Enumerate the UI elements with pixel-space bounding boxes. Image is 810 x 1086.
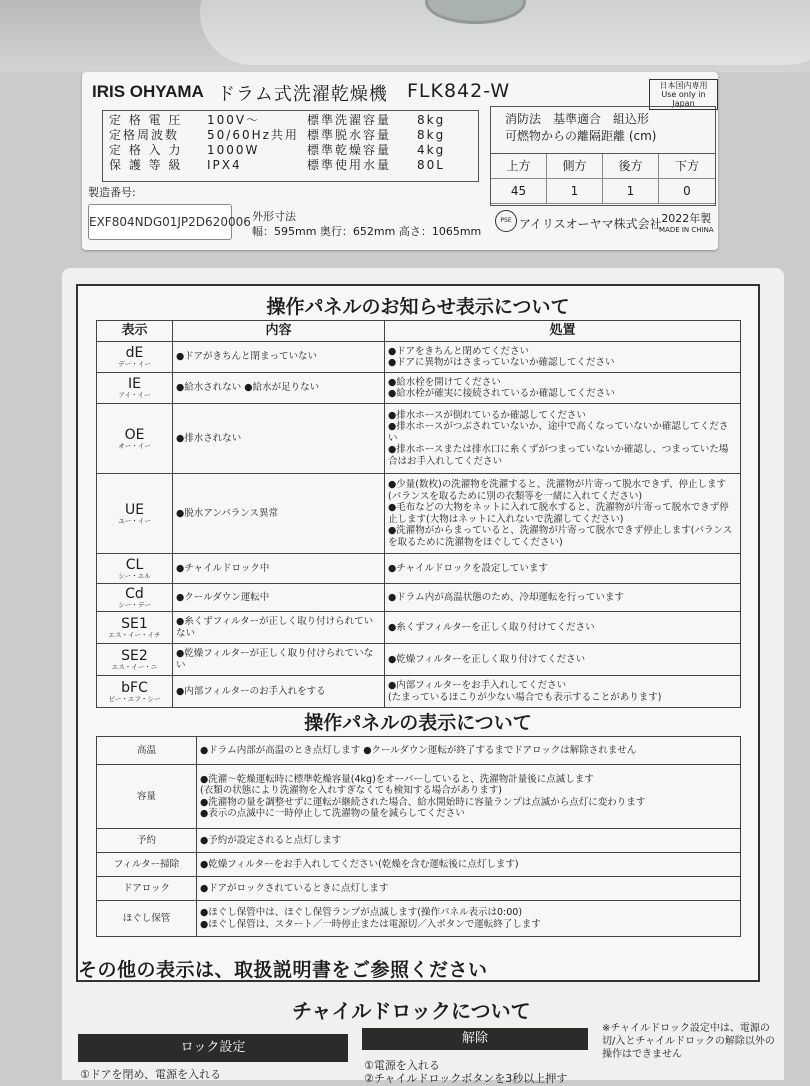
display-label: 高温 — [97, 737, 197, 765]
display-row — [97, 737, 741, 765]
code-text: CL — [125, 556, 144, 573]
code-reading: シー・デー — [118, 600, 151, 609]
notice-table — [96, 320, 741, 708]
notice-content: ●脱水アンバランス異常 — [173, 474, 385, 554]
notice-row — [97, 373, 741, 404]
dimensions-label: 外形寸法 — [252, 210, 296, 223]
release-step-text: ①電源を入れる — [364, 1059, 440, 1072]
display-row — [97, 829, 741, 853]
spec-key: 標準乾燥容量 — [307, 143, 392, 157]
display-label: 容量 — [97, 765, 197, 829]
manufacture-year — [659, 210, 714, 234]
display-section-title: 操作パネルの表示について — [304, 712, 532, 734]
lock-step-text: ①ドアを閉め、電源を入れる — [80, 1068, 222, 1081]
notice-content: ●クールダウン運転中 — [173, 584, 385, 612]
header-action: 処置 — [385, 321, 741, 342]
display-text: ●乾燥フィルターをお手入れしてください(乾燥を含む運転後に点灯します) — [197, 853, 741, 877]
spec-value: 8kg — [417, 113, 446, 127]
fire-value: 45 — [491, 179, 547, 204]
code-reading: オー・イー — [118, 441, 151, 450]
spec-value: 50/60Hz共用 — [207, 128, 299, 142]
spec-row — [103, 113, 478, 128]
header-content: 内容 — [173, 321, 385, 342]
spec-table — [102, 110, 479, 182]
spec-label — [82, 72, 718, 250]
fire-clearance-box — [490, 106, 716, 206]
notice-content: ●糸くずフィルターが正しく取り付けられていない — [173, 612, 385, 644]
notice-row — [97, 474, 741, 554]
fire-title-line: 消防法 基準適合 組込形 — [505, 112, 650, 126]
child-lock-note: ※チャイルドロック設定中は、電源の切/入とチャイルドロックの解除以外の操作はできません — [602, 1023, 775, 1060]
display-row — [97, 877, 741, 901]
fire-value: 1 — [547, 179, 603, 204]
code-text: OE — [124, 426, 145, 443]
notice-row — [97, 676, 741, 708]
notice-action: ●糸くずフィルターを正しく取り付けてください — [385, 612, 741, 644]
notice-row — [97, 554, 741, 584]
spec-key: 標準洗濯容量 — [307, 113, 392, 127]
fire-title-line: 可燃物からの離隔距離 (cm) — [505, 129, 657, 143]
spec-value: 100V〜 — [207, 113, 261, 127]
spec-value: 8kg — [417, 128, 446, 142]
fire-value: 0 — [659, 179, 715, 204]
notice-code — [97, 676, 173, 708]
notice-content: ●チャイルドロック中 — [173, 554, 385, 584]
spec-value: 80L — [417, 158, 445, 172]
spec-key: 定 格 入 力 — [109, 143, 183, 157]
code-reading: シー・エル — [118, 571, 151, 580]
year-text: 2022年製 — [661, 212, 712, 225]
code-reading: デー・イー — [118, 360, 151, 368]
code-text: SE1 — [121, 615, 148, 632]
display-table — [96, 736, 741, 937]
notice-action: ●少量(数枚)の洗濯物を洗濯すると、洗濯物が片寄って脱水できず、停止します(バランスを取るために別の衣類等を一緒に入れてください) ●毛布などの大物をネットに入れて脱水すると、洗濯物が片寄って脱水できず停止します(大物はネットに入れないで洗濯してください) ●洗濯物がからまっていると、洗濯物が片寄って脱水できず停止します(バランスを取るために洗濯物をほぐしてください) — [385, 474, 741, 554]
model-number: FLK842-W — [407, 80, 511, 102]
fire-header: 後方 — [603, 154, 659, 179]
notice-content: ●ドアがきちんと閉まっていない — [173, 342, 385, 373]
display-row — [97, 853, 741, 877]
display-text: ●洗濯〜乾燥運転時に標準乾燥容量(4kg)をオーバーしていると、洗濯物計量後に点滅します (衣類の状態により洗濯物を入れすぎなくても検知する場合があります) ●洗濯物の量を調整せずに運転が継続された場合、給水開始時に容量ランプは点滅から点灯に変わります ●表示の点滅中に一時停止して洗濯物の量を減らしてください — [197, 765, 741, 829]
header-code: 表示 — [97, 321, 173, 342]
fire-clearance-grid — [491, 153, 715, 204]
notice-action: ●ドラム内が高温状態のため、冷却運転を行っています — [385, 584, 741, 612]
dimensions-value: 幅：595mm 奥行：652mm 高さ：1065mm — [252, 225, 482, 238]
code-text: bFC — [121, 679, 148, 696]
notice-section-title: 操作パネルのお知らせ表示について — [266, 296, 570, 318]
japan-only-en: Use only in Japan — [661, 90, 706, 108]
notice-action: ●内部フィルターをお手入れしてください (たまっているほこりが少ない場合でも表示することがあります) — [385, 676, 741, 708]
fire-header: 側方 — [547, 154, 603, 179]
notice-action: ●排水ホースが倒れているか確認してください ●排水ホースがつぶされていないか、途中で高くなっていないか確認してください ●排水ホースまたは排水口に糸くずがつまっていないか確認し、つまっていた場合はお手入れしてください — [385, 404, 741, 474]
code-text: IE — [128, 376, 141, 392]
display-label: 予約 — [97, 829, 197, 853]
notice-code — [97, 474, 173, 554]
spec-key: 標準脱水容量 — [307, 128, 392, 142]
fire-header: 下方 — [659, 154, 715, 179]
notice-code — [97, 644, 173, 676]
code-text: Cd — [125, 585, 144, 602]
display-label: フィルター掃除 — [97, 853, 197, 877]
display-text: ●ドアがロックされているときに点灯します — [197, 877, 741, 901]
product-name: ドラム式洗濯乾燥機 — [217, 84, 388, 105]
fire-header: 上方 — [491, 154, 547, 179]
serial-number: EXF804NDG01JP2D620006 — [88, 204, 232, 240]
notice-row — [97, 612, 741, 644]
spec-key: 定格周波数 — [109, 128, 180, 142]
code-reading: ユー・イー — [118, 516, 151, 525]
notice-action: ●ドアをきちんと閉めてください ●ドアに異物がはさまっていないか確認してください — [385, 342, 741, 373]
display-label: ほぐし保管 — [97, 901, 197, 937]
notice-code — [97, 342, 173, 373]
notice-action: ●乾燥フィルターを正しく取り付けてください — [385, 644, 741, 676]
notice-code — [97, 404, 173, 474]
japan-only-text: 日本国内専用 — [659, 81, 708, 90]
spec-value: IPX4 — [207, 158, 242, 172]
table-header-row — [97, 321, 741, 342]
spec-row — [103, 143, 478, 158]
display-text: ●ほぐし保管中は、ほぐし保管ランプが点滅します(操作パネル表示は0:00) ●ほぐし保管は、スタート／一時停止または電源切／入ボタンで運転終了します — [197, 901, 741, 937]
brand-logo: IRIS OHYAMA — [92, 82, 204, 101]
spec-value: 1000W — [207, 143, 260, 157]
company-name: アイリスオーヤマ株式会社 — [519, 217, 662, 231]
notice-action: ●チャイルドロックを設定しています — [385, 554, 741, 584]
fire-clearance-title — [491, 107, 715, 153]
code-reading: ビー・エフ・シー — [108, 694, 161, 703]
notice-row — [97, 644, 741, 676]
notice-code — [97, 612, 173, 644]
other-display-notice: その他の表示は、取扱説明書をご参照ください — [78, 959, 488, 981]
notice-row — [97, 584, 741, 612]
spec-row — [103, 128, 478, 143]
made-in-text: MADE IN CHINA — [659, 226, 714, 234]
spec-key: 保 護 等 級 — [109, 158, 183, 172]
spec-row — [103, 158, 478, 173]
display-text: ●ドラム内部が高温のとき点灯します ●クールダウン運転が終了するまでドアロックは解除されません — [197, 737, 741, 765]
code-reading: エス・イー・ニ — [111, 662, 158, 671]
notice-row — [97, 404, 741, 474]
fire-value: 1 — [603, 179, 659, 204]
notice-code — [97, 373, 173, 404]
serial-label: 製造番号: — [88, 186, 136, 199]
notice-code — [97, 584, 173, 612]
code-text: UE — [124, 501, 145, 518]
display-text: ●予約が設定されると点灯します — [197, 829, 741, 853]
display-row — [97, 901, 741, 937]
code-reading: アイ・イー — [118, 391, 151, 399]
notice-content: ●排水されない — [173, 404, 385, 474]
pse-mark-icon: PSE — [495, 210, 517, 232]
code-reading: エス・イー・イチ — [108, 630, 161, 639]
notice-content: ●乾燥フィルターが正しく取り付けられていない — [173, 644, 385, 676]
notice-row — [97, 342, 741, 373]
notice-content: ●給水されない ●給水が足りない — [173, 373, 385, 404]
notice-action: ●給水栓を開けてください ●給水栓が確実に接続されているか確認してください — [385, 373, 741, 404]
release-header: 解除 — [362, 1028, 588, 1050]
code-text: SE2 — [121, 647, 148, 664]
child-lock-title: チャイルドロックについて — [292, 999, 531, 1023]
notice-content: ●内部フィルターのお手入れをする — [173, 676, 385, 708]
code-text: dE — [125, 345, 144, 361]
instruction-box — [76, 284, 760, 982]
notice-code — [97, 554, 173, 584]
spec-key: 標準使用水量 — [307, 158, 392, 172]
release-step-text: ②チャイルドロックボタンを3秒以上押す — [364, 1072, 568, 1085]
lock-setting-header: ロック設定 — [78, 1034, 348, 1062]
display-row — [97, 765, 741, 829]
spec-key: 定 格 電 圧 — [109, 113, 183, 127]
display-label: ドアロック — [97, 877, 197, 901]
spec-value: 4kg — [417, 143, 446, 157]
